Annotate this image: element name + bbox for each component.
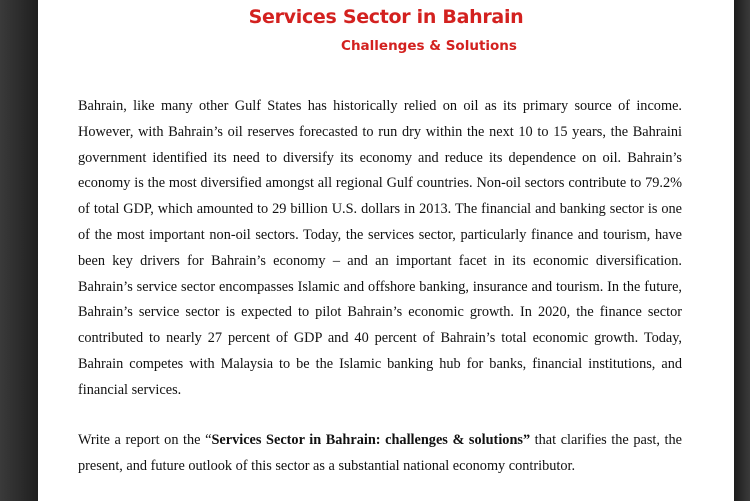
task-topic: Services Sector in Bahrain: challenges & solutions”	[211, 432, 531, 448]
intro-paragraph: Bahrain, like many other Gulf States has historically relied on oil as its primary source of income. However, with Bahrain’s oil reserves forecasted to run dry within the next 10 to 15 years, the Bahraini government identified its need to diversify its economy and reduce its dependence on oil. Bahrain’s economy is the most diversified amongst all regional Gulf countries. Non-oil sectors contribute to 79.2% of total GDP, which amounted to 29 billion U.S. dollars in 2013. The financial and banking sector is one of the most important non-oil sectors. Today, the services sector, particularly finance and tourism, have been key drivers for Bahrain’s economy – and an important facet in its economic diversification. Bahrain’s service sector encompasses Islamic and offshore banking, insurance and tourism. In the future, Bahrain’s service sector is expected to pilot Bahrain’s economic growth. In 2020, the finance sector contributed to nearly 27 percent of GDP and 40 percent of Bahrain’s total economic growth. Today, Bahrain competes with Malaysia to be the Islamic banking hub for banks, financial institutions, and financial services.	[78, 98, 682, 398]
document-title: Services Sector in Bahrain	[248, 6, 524, 28]
photo-edge-left	[0, 0, 38, 501]
task-paragraph	[78, 427, 682, 479]
task-suffix: that clarifies the past, the present, and future outlook of this sector as a substantial national economy contributor.	[78, 432, 682, 474]
task-prefix: Write a report on the “	[78, 432, 212, 448]
photo-edge-right	[734, 0, 750, 501]
document-subtitle: Challenges & Solutions	[341, 38, 517, 54]
document-page	[38, 0, 734, 501]
